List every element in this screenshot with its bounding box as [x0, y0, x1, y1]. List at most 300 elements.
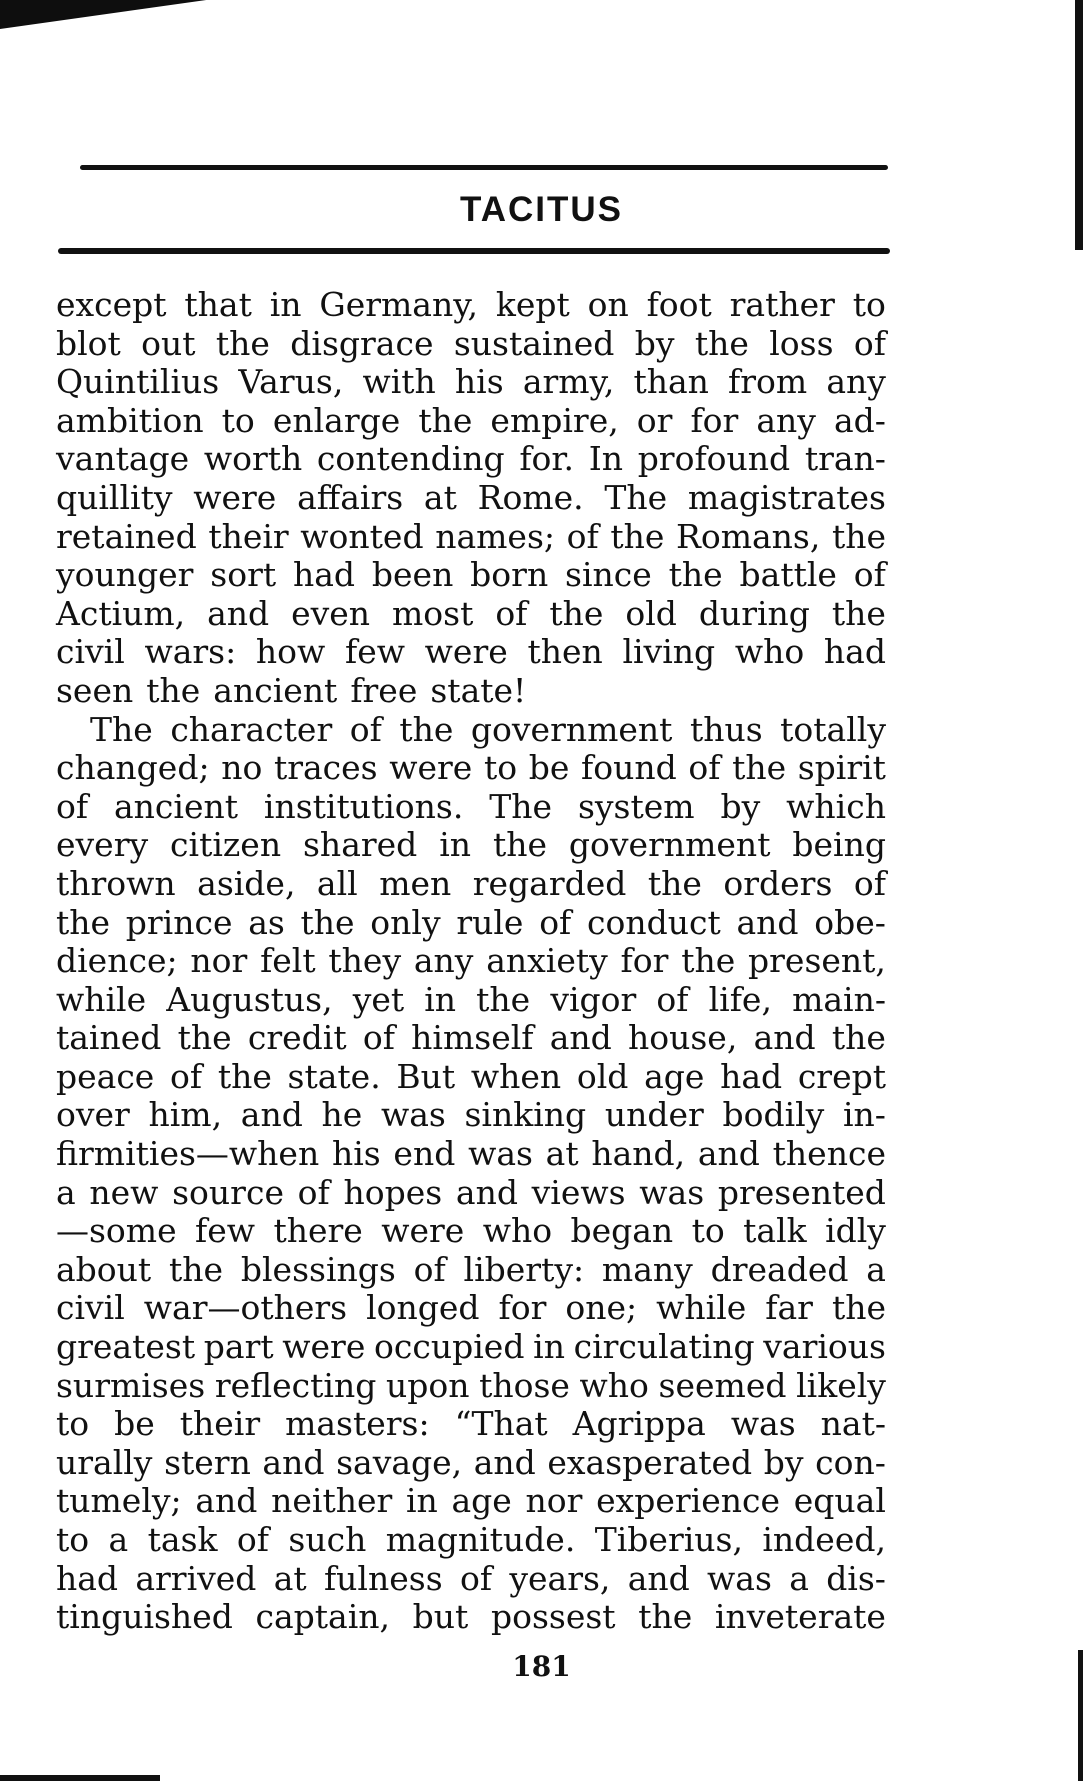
word: and: [195, 1481, 258, 1521]
word: profound: [637, 439, 791, 479]
word: which: [786, 786, 886, 826]
word: those: [479, 1365, 570, 1405]
word: reflecting: [214, 1365, 377, 1405]
text-line: [56, 1328, 886, 1367]
word: of: [413, 1249, 446, 1289]
word: and: [473, 1442, 536, 1482]
text-line: [56, 633, 886, 672]
word: likely: [796, 1365, 886, 1405]
word: wonted: [300, 516, 424, 556]
word: in: [439, 825, 472, 865]
word: been: [371, 555, 454, 595]
word: old: [625, 593, 677, 633]
word: the: [215, 323, 270, 363]
word: inveterate: [714, 1597, 886, 1637]
word: main-: [792, 979, 886, 1019]
word: during: [698, 593, 810, 633]
word: war—others: [143, 1288, 348, 1328]
word: the: [476, 979, 531, 1019]
word: government: [568, 825, 771, 865]
word: how: [255, 632, 326, 672]
word: to: [221, 400, 255, 440]
word: various: [763, 1327, 886, 1367]
word: age: [644, 1056, 705, 1096]
word: ad-: [834, 400, 886, 440]
text-line: [56, 826, 886, 865]
word: were: [282, 1327, 366, 1367]
word: possest: [490, 1597, 616, 1637]
word: the: [549, 593, 604, 633]
word: in: [269, 285, 302, 324]
word: of: [853, 863, 886, 903]
word: civil: [56, 632, 125, 672]
word: few: [344, 632, 405, 672]
word: of: [56, 786, 89, 826]
word: were: [389, 748, 473, 788]
word: life,: [708, 979, 772, 1019]
word: indeed,: [762, 1520, 886, 1559]
text-line: [56, 286, 886, 325]
text-line: [56, 711, 886, 750]
word: a: [56, 1172, 76, 1212]
word: Varus,: [238, 362, 344, 402]
header-rule-bottom: [58, 248, 890, 254]
scan-bottom-mark: [0, 1775, 160, 1781]
word: surmises: [56, 1365, 206, 1405]
word: nor: [190, 941, 248, 981]
word: tumely;: [56, 1481, 182, 1521]
word: at: [545, 1134, 579, 1174]
text-line: [56, 1598, 886, 1637]
scan-corner-shadow: [0, 0, 230, 60]
word: himself: [411, 1018, 534, 1058]
word: peace: [56, 1056, 155, 1096]
word: of: [688, 748, 721, 788]
text-line: [56, 788, 886, 827]
word: and: [207, 593, 270, 633]
word: totally: [780, 709, 886, 749]
word: by: [634, 323, 675, 363]
text-line: [56, 556, 886, 595]
word: seemed: [658, 1365, 787, 1405]
text-line: [56, 479, 886, 518]
word: loss: [769, 323, 834, 363]
word: prince: [125, 902, 233, 942]
word: the: [399, 709, 454, 749]
word: of: [459, 1558, 493, 1598]
header-rule-top: [80, 165, 888, 170]
word: wars:: [144, 632, 237, 672]
word: of: [853, 555, 886, 595]
word: few: [195, 1211, 256, 1251]
word: house,: [628, 1018, 738, 1058]
word: rather: [729, 285, 835, 324]
word: anxiety: [486, 941, 608, 981]
word: over: [56, 1095, 130, 1135]
text-line: [56, 942, 886, 981]
word: for: [620, 941, 669, 981]
word: of: [349, 709, 382, 749]
word: government: [470, 709, 673, 749]
word: for.: [519, 439, 575, 479]
word: thus: [689, 709, 763, 749]
word: for: [690, 400, 739, 440]
word: presented: [717, 1172, 886, 1212]
word: most: [392, 593, 474, 633]
text-line: [56, 1174, 886, 1213]
text-line: [56, 1251, 886, 1290]
word: and: [697, 1134, 760, 1174]
text-line: [56, 749, 886, 788]
text-line: [56, 595, 886, 634]
word: the: [56, 902, 111, 942]
word: nat-: [820, 1404, 886, 1444]
word: con-: [815, 1442, 886, 1482]
word: magistrates: [687, 477, 886, 517]
word: as: [248, 902, 285, 942]
word: the: [831, 593, 886, 633]
word: blessings: [240, 1249, 396, 1289]
word: dreaded: [710, 1249, 849, 1289]
text-line: [56, 440, 886, 479]
word: far: [765, 1288, 813, 1328]
word: him,: [148, 1095, 223, 1135]
word: had: [823, 632, 886, 672]
word: quillity: [56, 477, 173, 517]
word: only: [370, 902, 441, 942]
word: names;: [435, 516, 556, 556]
word: vantage: [56, 439, 190, 479]
word: sustained: [453, 323, 615, 363]
word: were: [381, 1211, 465, 1251]
word: there: [273, 1211, 363, 1251]
word: worth: [203, 439, 303, 479]
word: longed: [366, 1288, 480, 1328]
word: the: [647, 863, 702, 903]
word: Tiberius,: [594, 1520, 743, 1559]
word: by: [763, 1442, 804, 1482]
text-line: [56, 672, 886, 711]
word: spirit: [797, 748, 886, 788]
word: were: [193, 477, 277, 517]
word: about: [56, 1249, 152, 1289]
word: of: [170, 1056, 203, 1096]
word: The: [489, 786, 553, 826]
word: a: [108, 1520, 129, 1559]
word: circulating: [573, 1327, 755, 1367]
word: part: [203, 1327, 274, 1367]
word: and: [549, 1018, 612, 1058]
word: had: [292, 555, 356, 595]
word: Quintilius: [56, 362, 220, 402]
word: his: [454, 362, 504, 402]
word: stern: [164, 1442, 251, 1482]
word: thrown: [56, 863, 176, 903]
word: The: [604, 477, 668, 517]
word: and: [455, 1172, 518, 1212]
word: thence: [772, 1134, 886, 1174]
word: of: [853, 323, 886, 363]
text-line: [56, 1521, 886, 1560]
word: fulness: [323, 1558, 443, 1598]
word: born: [470, 555, 549, 595]
word: sort: [210, 555, 277, 595]
word: neither: [271, 1481, 393, 1521]
word: but: [412, 1597, 469, 1637]
word: no: [221, 748, 263, 788]
word: contending: [316, 439, 505, 479]
word: urally: [56, 1442, 153, 1482]
word: and: [753, 1018, 816, 1058]
word: since: [565, 555, 652, 595]
word: found: [581, 748, 677, 788]
word: views: [531, 1172, 626, 1212]
text-line: [56, 1405, 886, 1444]
word: at: [423, 477, 457, 517]
word: while: [56, 979, 147, 1019]
word: their: [208, 516, 289, 556]
word: army,: [522, 362, 615, 402]
word: masters:: [285, 1404, 430, 1444]
word: his: [331, 1134, 381, 1174]
text-line: [56, 1367, 886, 1406]
word: while: [656, 1288, 747, 1328]
word: ancient: [114, 786, 239, 826]
word: out: [141, 323, 196, 363]
word: disgrace: [290, 323, 434, 363]
word: upon: [385, 1365, 470, 1405]
word: blot: [56, 323, 121, 363]
word: system: [577, 786, 695, 826]
word: present,: [748, 941, 886, 981]
word: who: [734, 632, 805, 672]
word: was: [468, 1134, 533, 1174]
word: in: [533, 1327, 565, 1367]
word: state.: [287, 1056, 381, 1096]
word: many: [601, 1249, 693, 1289]
word: end: [393, 1134, 456, 1174]
word: years,: [509, 1558, 611, 1598]
word: to: [852, 285, 886, 324]
word: source: [172, 1172, 284, 1212]
text-line: [56, 1482, 886, 1521]
word: age: [451, 1481, 512, 1521]
word: new: [89, 1172, 159, 1212]
word: liberty:: [463, 1249, 585, 1289]
word: except: [56, 285, 167, 324]
word: of: [297, 1172, 330, 1212]
word: ancient: [213, 670, 338, 710]
word: the: [681, 941, 736, 981]
text-line: [56, 1135, 886, 1174]
word: crept: [797, 1056, 886, 1096]
word: and: [262, 1442, 325, 1482]
word: empire,: [490, 400, 619, 440]
word: the: [610, 516, 665, 556]
word: at: [273, 1558, 307, 1598]
word: they: [328, 941, 402, 981]
word: task: [147, 1520, 218, 1559]
word: firmities—when: [56, 1134, 320, 1174]
word: Romans,: [675, 516, 821, 556]
word: experience: [596, 1481, 781, 1521]
running-head: TACITUS: [459, 190, 624, 229]
word: and: [736, 902, 799, 942]
word: any: [756, 400, 816, 440]
word: dis-: [826, 1558, 886, 1598]
word: that: [184, 285, 252, 324]
page-number: 181: [512, 1650, 571, 1683]
word: tained: [56, 1018, 162, 1058]
word: in-: [843, 1095, 886, 1135]
word: any: [413, 941, 474, 981]
word: of: [539, 902, 572, 942]
word: and: [627, 1558, 690, 1598]
word: one;: [565, 1288, 638, 1328]
word: even: [291, 593, 371, 633]
word: the: [668, 555, 723, 595]
word: hand,: [591, 1134, 686, 1174]
word: Actium,: [56, 593, 186, 633]
word: who: [579, 1365, 649, 1405]
word: on: [587, 285, 629, 324]
word: changed;: [56, 748, 210, 788]
word: be: [114, 1404, 155, 1444]
word: was: [730, 1404, 796, 1444]
word: dience;: [56, 941, 178, 981]
text-line: [56, 1096, 886, 1135]
word: sinking: [464, 1095, 587, 1135]
text-line: [56, 402, 886, 441]
word: retained: [56, 516, 197, 556]
word: to: [483, 748, 518, 788]
word: arrived: [135, 1558, 257, 1598]
word: captain,: [255, 1597, 391, 1637]
word: who: [482, 1211, 553, 1251]
word: of: [656, 979, 689, 1019]
text-line: [56, 518, 886, 557]
word: regarded: [472, 863, 627, 903]
body-text: [56, 286, 886, 1637]
word: living: [622, 632, 716, 672]
word: all: [316, 863, 358, 903]
word: nor: [525, 1481, 583, 1521]
word: the: [831, 516, 886, 556]
word: Germany,: [319, 285, 478, 324]
text-line: [56, 904, 886, 943]
word: civil: [56, 1288, 125, 1328]
word: with: [362, 362, 436, 402]
word: a: [866, 1249, 886, 1289]
word: But: [396, 1056, 456, 1096]
word: the: [177, 1018, 232, 1058]
word: and: [240, 1095, 303, 1135]
text-line: [56, 865, 886, 904]
word: tinguished: [56, 1597, 233, 1637]
word: occupied: [374, 1327, 525, 1367]
text-line: [56, 1212, 886, 1251]
word: The: [90, 709, 153, 749]
word: was: [639, 1172, 705, 1212]
text-line: [56, 1289, 886, 1328]
word: was: [380, 1095, 446, 1135]
word: idly: [825, 1211, 886, 1251]
word: kept: [495, 285, 570, 324]
word: obe-: [814, 902, 886, 942]
word: bodily: [722, 1095, 825, 1135]
word: In: [588, 439, 624, 479]
text-line: [56, 1058, 886, 1097]
word: the: [638, 1597, 693, 1637]
word: the: [831, 1018, 886, 1058]
word: of: [236, 1520, 270, 1559]
word: began: [570, 1211, 674, 1251]
word: was: [707, 1558, 772, 1598]
word: Agrippa: [572, 1404, 706, 1444]
word: were: [424, 632, 508, 672]
word: —some: [56, 1211, 177, 1251]
word: state!: [430, 670, 527, 710]
text-line: [56, 325, 886, 364]
word: men: [379, 863, 452, 903]
word: to: [56, 1404, 90, 1444]
word: from: [728, 362, 808, 402]
word: such: [288, 1520, 367, 1559]
word: institutions.: [263, 786, 464, 826]
word: battle: [739, 555, 837, 595]
word: to: [56, 1520, 90, 1559]
word: of: [566, 516, 599, 556]
word: hopes: [343, 1172, 443, 1212]
word: the: [694, 323, 749, 363]
word: aside,: [197, 863, 296, 903]
word: in: [424, 979, 457, 1019]
word: rule: [456, 902, 524, 942]
word: orders: [723, 863, 833, 903]
word: than: [633, 362, 709, 402]
word: yet: [352, 979, 405, 1019]
word: the: [732, 748, 787, 788]
text-line: [56, 1444, 886, 1483]
word: by: [720, 786, 761, 826]
word: to: [691, 1211, 725, 1251]
word: foot: [646, 285, 712, 324]
word: Augustus,: [166, 979, 333, 1019]
word: traces: [273, 748, 378, 788]
text-line: [56, 1019, 886, 1058]
word: then: [527, 632, 603, 672]
word: enlarge: [272, 400, 401, 440]
word: tran-: [804, 439, 886, 479]
word: equal: [793, 1481, 886, 1521]
word: the: [169, 1249, 224, 1289]
word: of: [495, 593, 528, 633]
word: any: [826, 362, 886, 402]
word: conduct: [587, 902, 721, 942]
text-line: [56, 1560, 886, 1599]
word: old: [576, 1056, 629, 1096]
text-line: [56, 981, 886, 1020]
word: savage,: [336, 1442, 463, 1482]
word: being: [792, 825, 886, 865]
word: “That: [454, 1404, 548, 1444]
word: greatest: [56, 1327, 196, 1367]
word: when: [470, 1056, 562, 1096]
word: for: [498, 1288, 547, 1328]
word: citizen: [170, 825, 282, 865]
word: affairs: [297, 477, 404, 517]
word: free: [350, 670, 418, 710]
